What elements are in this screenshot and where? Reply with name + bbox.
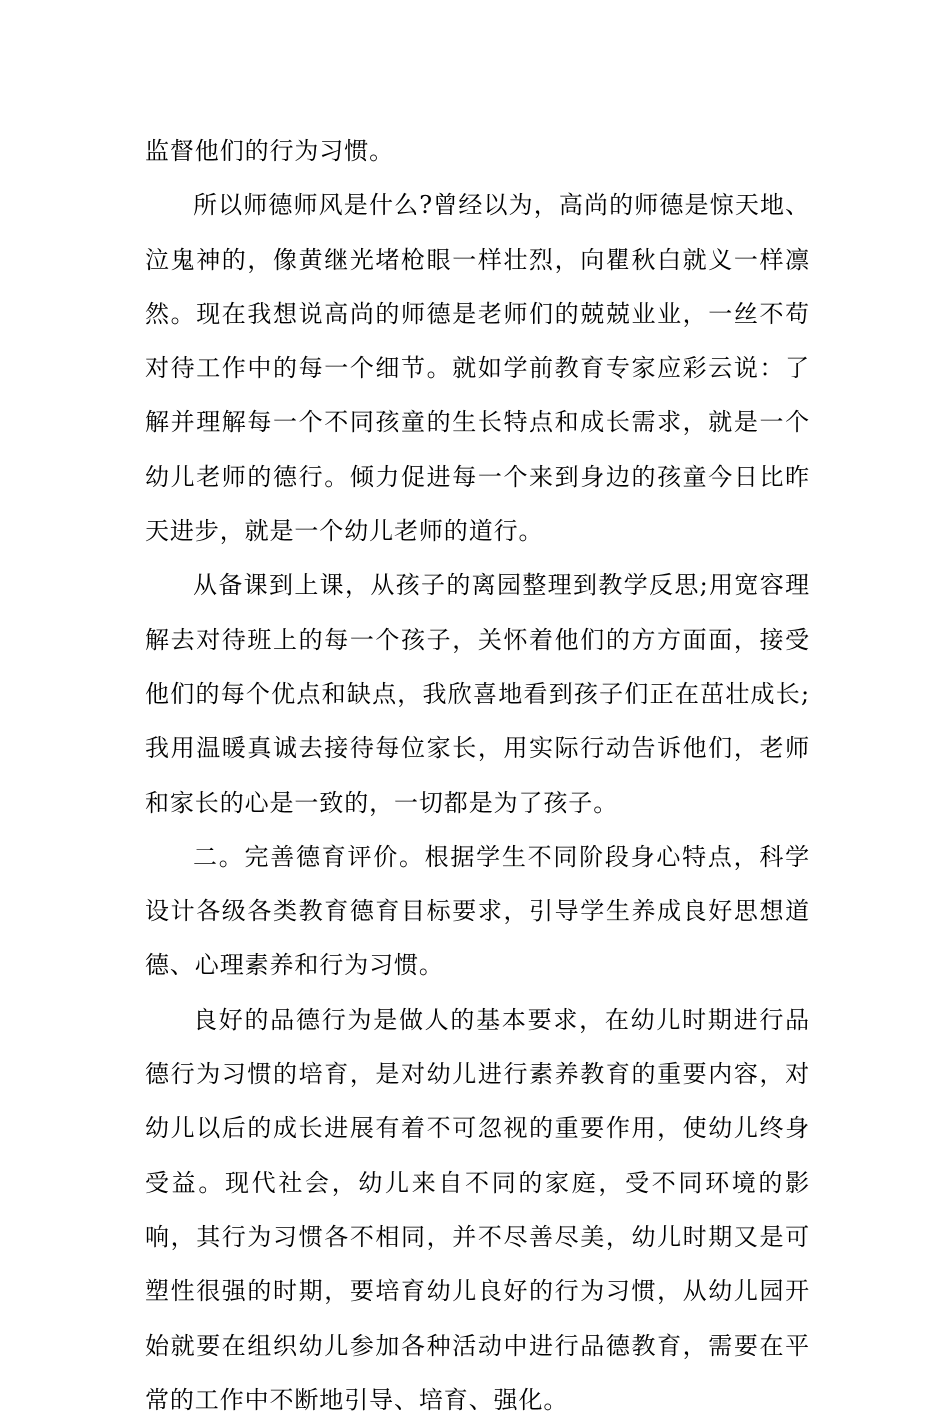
- paragraph-behavior-habits: 良好的品德行为是做人的基本要求，在幼儿时期进行品德行为习惯的培育，是对幼儿进行素养教育的重要内容，对幼儿以后的成长进展有着不可忽视的重要作用，使幼儿终身受益。现代社会，幼儿来自不同的家庭，受不同环境的影响，其行为习惯各不相同，并不尽善尽美，幼儿时期又是可塑性很强的时期，要培育幼儿良好的行为习惯，从幼儿园开始就要在组织幼儿参加各种活动中进行品德教育，需要在平常的工作中不断地引导、培育、强化。: [145, 1005, 810, 1414]
- paragraph-moral-evaluation: 二。完善德育评价。根据学生不同阶段身心特点，科学设计各级各类教育德育目标要求，引导学生养成良好思想道德、心理素养和行为习惯。: [145, 842, 810, 980]
- document-body: [145, 124, 810, 1427]
- paragraph-teacher-ethics: 所以师德师风是什么?曾经以为，高尚的师德是惊天地、泣鬼神的，像黄继光堵枪眼一样壮烈，向瞿秋白就义一样凛然。现在我想说高尚的师德是老师们的兢兢业业，一丝不苟对待工作中的每一个细节。就如学前教育专家应彩云说：了解并理解每一个不同孩童的生长特点和成长需求，就是一个幼儿老师的德行。倾力促进每一个来到身边的孩童今日比昨天进步，就是一个幼儿老师的道行。: [145, 191, 810, 546]
- paragraph-daily-work: 从备课到上课，从孩子的离园整理到教学反思;用宽容理解去对待班上的每一个孩子，关怀着他们的方方面面，接受他们的每个优点和缺点，我欣喜地看到孩子们正在茁壮成长;我用温暖真诚去接待每位家长，用实际行动告诉他们，老师和家长的心是一致的，一切都是为了孩子。: [145, 571, 810, 817]
- paragraph-continuation: 监督他们的行为习惯。: [145, 137, 394, 165]
